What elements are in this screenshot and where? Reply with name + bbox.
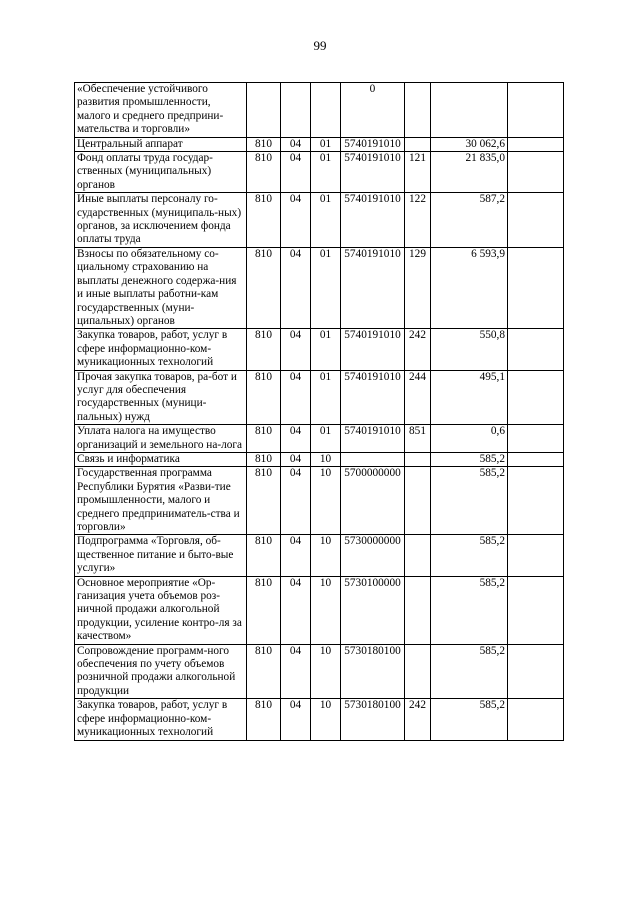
expense-type-cell: 122 [405,193,431,248]
expense-type-cell [405,467,431,535]
item-name-cell: Сопровождение программ-ного обеспечения по учету объемов розничной продажи алкогольной продукции [75,644,247,699]
section-code-cell: 04 [281,644,311,699]
section-code-cell: 04 [281,576,311,644]
item-name-cell: Закупка товаров, работ, услуг в сфере информационно-ком-муникационных технологий [75,699,247,740]
amount-cell: 550,8 [431,329,508,370]
amount-cell: 587,2 [431,193,508,248]
subsection-code-cell: 10 [311,699,341,740]
item-name-cell: Подпрограмма «Торговля, об-щественное питание и быто-вые услуги» [75,535,247,576]
ministry-code-cell: 810 [247,467,281,535]
empty-cell [508,452,564,466]
empty-cell [508,137,564,151]
expense-type-cell: 121 [405,152,431,193]
section-code-cell: 04 [281,467,311,535]
table-row [75,193,564,248]
empty-cell [508,370,564,425]
expense-type-cell [405,576,431,644]
expense-type-cell [405,644,431,699]
subsection-code-cell [311,83,341,138]
target-article-cell: 5730100000 [341,576,405,644]
subsection-code-cell: 01 [311,247,341,328]
target-article-cell: 0 [341,83,405,138]
item-name-cell: Уплата налога на имущество организаций и земельного на-лога [75,425,247,453]
empty-cell [508,467,564,535]
table-body [75,83,564,741]
subsection-code-cell: 01 [311,193,341,248]
ministry-code-cell: 810 [247,370,281,425]
subsection-code-cell: 01 [311,152,341,193]
target-article-cell: 5730180100 [341,644,405,699]
expense-type-cell [405,83,431,138]
ministry-code-cell: 810 [247,247,281,328]
subsection-code-cell: 10 [311,535,341,576]
expense-type-cell: 851 [405,425,431,453]
ministry-code-cell: 810 [247,699,281,740]
item-name-cell: «Обеспечение устойчивого развития промышленности, малого и среднего предприни-мательства и торговли» [75,83,247,138]
amount-cell [431,83,508,138]
empty-cell [508,193,564,248]
table-row [75,535,564,576]
ministry-code-cell: 810 [247,193,281,248]
empty-cell [508,699,564,740]
section-code-cell [281,83,311,138]
empty-cell [508,576,564,644]
ministry-code-cell: 810 [247,452,281,466]
expense-type-cell [405,535,431,576]
amount-cell: 0,6 [431,425,508,453]
empty-cell [508,329,564,370]
ministry-code-cell: 810 [247,644,281,699]
table-row [75,137,564,151]
subsection-code-cell: 01 [311,329,341,370]
ministry-code-cell: 810 [247,425,281,453]
table-row [75,467,564,535]
empty-cell [508,535,564,576]
item-name-cell: Центральный аппарат [75,137,247,151]
target-article-cell: 5740191010 [341,247,405,328]
item-name-cell: Связь и информатика [75,452,247,466]
expense-type-cell [405,137,431,151]
subsection-code-cell: 10 [311,576,341,644]
target-article-cell: 5730180100 [341,699,405,740]
empty-cell [508,644,564,699]
section-code-cell: 04 [281,137,311,151]
section-code-cell: 04 [281,535,311,576]
section-code-cell: 04 [281,329,311,370]
item-name-cell: Закупка товаров, работ, услуг в сфере информационно-ком-муникационных технологий [75,329,247,370]
amount-cell: 495,1 [431,370,508,425]
expense-type-cell: 242 [405,329,431,370]
ministry-code-cell: 810 [247,137,281,151]
ministry-code-cell: 810 [247,576,281,644]
empty-cell [508,425,564,453]
target-article-cell: 5740191010 [341,137,405,151]
section-code-cell: 04 [281,370,311,425]
ministry-code-cell: 810 [247,329,281,370]
item-name-cell: Государственная программа Республики Бурятия «Разви-тие промышленности, малого и среднего предприниматель-ства и торговли» [75,467,247,535]
table-row [75,425,564,453]
subsection-code-cell: 10 [311,644,341,699]
expense-type-cell: 242 [405,699,431,740]
table-row [75,370,564,425]
section-code-cell: 04 [281,193,311,248]
empty-cell [508,152,564,193]
page-number: 99 [313,38,327,53]
amount-cell: 585,2 [431,644,508,699]
item-name-cell: Взносы по обязательному со-циальному страхованию на выплаты денежного содержа-ния и иные выплаты работни-кам государственных (муни-ципальных) органов [75,247,247,328]
subsection-code-cell: 01 [311,425,341,453]
expense-type-cell: 129 [405,247,431,328]
amount-cell: 585,2 [431,576,508,644]
item-name-cell: Иные выплаты персоналу го-сударственных (муниципаль-ных) органов, за исключением фонда оплаты труда [75,193,247,248]
item-name-cell: Прочая закупка товаров, ра-бот и услуг для обеспечения государственных (муници-пальных) нужд [75,370,247,425]
empty-cell [508,83,564,138]
target-article-cell: 5740191010 [341,425,405,453]
target-article-cell: 5700000000 [341,467,405,535]
target-article-cell: 5740191010 [341,329,405,370]
ministry-code-cell [247,83,281,138]
target-article-cell: 5740191010 [341,152,405,193]
expense-type-cell [405,452,431,466]
section-code-cell: 04 [281,247,311,328]
target-article-cell: 5730000000 [341,535,405,576]
amount-cell: 585,2 [431,699,508,740]
table-row [75,576,564,644]
amount-cell: 585,2 [431,535,508,576]
item-name-cell: Фонд оплаты труда государ-ственных (муниципальных) органов [75,152,247,193]
section-code-cell: 04 [281,152,311,193]
subsection-code-cell: 10 [311,467,341,535]
table-row [75,644,564,699]
target-article-cell [341,452,405,466]
table-row [75,699,564,740]
table-row [75,452,564,466]
ministry-code-cell: 810 [247,535,281,576]
amount-cell: 6 593,9 [431,247,508,328]
target-article-cell: 5740191010 [341,370,405,425]
target-article-cell: 5740191010 [341,193,405,248]
section-code-cell: 04 [281,452,311,466]
amount-cell: 585,2 [431,467,508,535]
expense-type-cell: 244 [405,370,431,425]
item-name-cell: Основное мероприятие «Ор-ганизация учета объемов роз-ничной продажи алкогольной продукции, усиление контро-ля за качеством» [75,576,247,644]
section-code-cell: 04 [281,425,311,453]
amount-cell: 21 835,0 [431,152,508,193]
section-code-cell: 04 [281,699,311,740]
subsection-code-cell: 01 [311,137,341,151]
empty-cell [508,247,564,328]
table-row [75,329,564,370]
amount-cell: 585,2 [431,452,508,466]
table-row [75,152,564,193]
amount-cell: 30 062,6 [431,137,508,151]
subsection-code-cell: 01 [311,370,341,425]
budget-table [74,82,564,741]
ministry-code-cell: 810 [247,152,281,193]
table-row [75,83,564,138]
table-row [75,247,564,328]
subsection-code-cell: 10 [311,452,341,466]
